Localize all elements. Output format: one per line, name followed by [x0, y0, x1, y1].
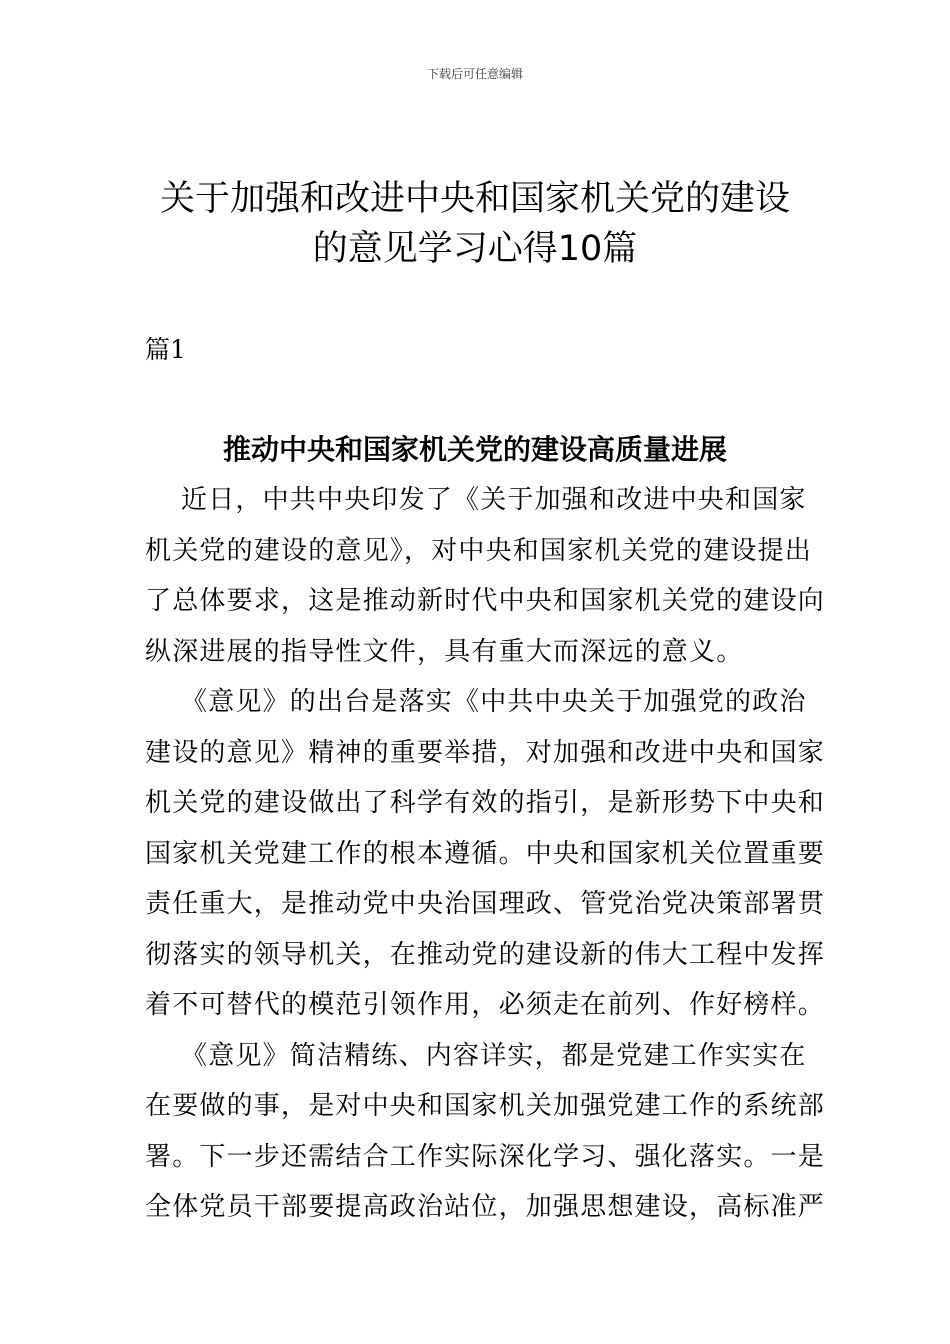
paragraph-2: [145, 677, 826, 1031]
paragraph-line: 全体党员干部要提高政治站位，加强思想建设，高标准严: [145, 1192, 826, 1222]
paragraph-3: [145, 1031, 826, 1233]
paragraph-line: 《意见》简洁精练、内容详实，都是党建工作实实在: [181, 1040, 807, 1071]
document-title-line-1: 关于加强和改进中央和国家机关党的建设: [159, 179, 790, 219]
paragraph-line: 纵深进展的指导性文件，具有重大而深远的意义。: [145, 636, 744, 667]
header-note: 下载后可任意编辑: [426, 67, 523, 81]
paragraph-line: 国家机关党建工作的根本遵循。中央和国家机关位置重要: [145, 838, 826, 869]
paragraph-line: 署。下一步还需结合工作实际深化学习、强化落实。一是: [145, 1141, 826, 1172]
paragraph-line: 着不可替代的模范引领作用，必须走在前列、作好榜样。: [145, 990, 826, 1020]
document-title-line-2: 的意见学习心得10篇: [312, 229, 638, 269]
section-label: 篇1: [145, 335, 186, 364]
paragraph-line: 了总体要求，这是推动新时代中央和国家机关党的建设向: [145, 586, 826, 616]
paragraph-line: 在要做的事，是对中央和国家机关加强党建工作的系统部: [145, 1091, 826, 1121]
paragraph-line: 责任重大，是推动党中央治国理政、管党治党决策部署贯: [145, 889, 826, 919]
article-title: 推动中央和国家机关党的建设高质量进展: [222, 433, 727, 466]
paragraph-1: [145, 475, 826, 677]
paragraph-line: 近日，中共中央印发了《关于加强和改进中央和国家: [181, 485, 807, 515]
paragraph-line: 机关党的建设的意见》，对中央和国家机关党的建设提出: [145, 535, 813, 566]
paragraph-line: 机关党的建设做出了科学有效的指引，是新形势下中央和: [145, 788, 826, 818]
paragraph-line: 《意见》的出台是落实《中共中央关于加强党的政治: [181, 687, 807, 717]
paragraph-line: 建设的意见》精神的重要举措，对加强和改进中央和国家: [145, 737, 826, 768]
article-body: [145, 475, 826, 1233]
document-title: [120, 174, 830, 274]
paragraph-line: 彻落实的领导机关，在推动党的建设新的伟大工程中发挥: [145, 939, 826, 970]
